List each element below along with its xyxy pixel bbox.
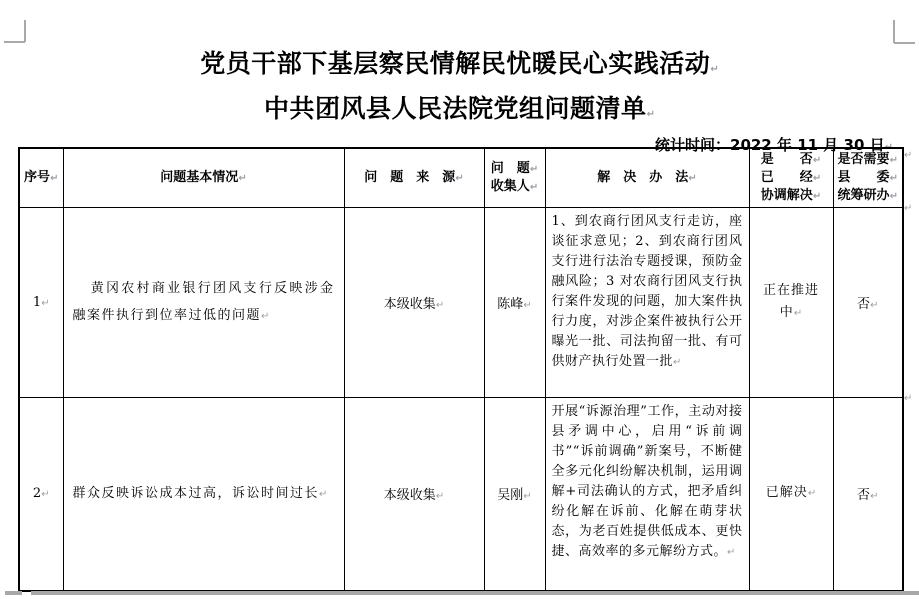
header-solution <box>545 148 749 208</box>
paragraph-mark: ↵ <box>646 109 655 120</box>
bottom-edge-bar <box>31 591 919 595</box>
cell-solution: 开展“诉源治理”工作，主动对接县矛调中心，启用“诉前调书”“诉前调确”新案号，不断健全多元化纠纷解决机制，运用调解+司法确认的方式，把矛盾纠纷化解在诉前、化解在萌芽状态，为老百姓提供低成本、更快捷、高效率的多元解纷方式。↵ <box>545 398 749 591</box>
paragraph-mark: ↵ <box>523 491 532 503</box>
paragraph-mark: ↵ <box>455 173 464 184</box>
margin-crop-mark-topleft-vertical <box>24 20 26 42</box>
header-problem-source <box>344 148 484 208</box>
paragraph-mark: ↵ <box>319 488 328 500</box>
margin-crop-mark-topleft-horizontal <box>4 41 25 43</box>
header-need-line-3: 统筹研办↵ <box>837 188 898 203</box>
header-resolved-line-3: 协调解决↵ <box>760 188 822 203</box>
title-text-1: 党员干部下基层察民情解民忧暖民心实践活动 <box>200 49 711 78</box>
paragraph-mark: ↵ <box>807 488 817 500</box>
paragraph-mark: ↵ <box>889 173 898 184</box>
paragraph-mark: ↵ <box>812 173 822 184</box>
end-of-row-mark: ↵ <box>904 150 913 161</box>
paragraph-mark: ↵ <box>727 547 736 558</box>
paragraph-mark: ↵ <box>688 173 697 184</box>
header-problem-situation <box>63 148 344 208</box>
cell-problem-situation: 群众反映诉讼成本过高，诉讼时间过长↵ <box>63 398 344 591</box>
paragraph-mark: ↵ <box>50 173 59 184</box>
paragraph-mark: ↵ <box>435 300 445 311</box>
header-need-line-1: 是否需要↵ <box>837 152 898 167</box>
header-resolved-line-1: 是 否↵ <box>760 152 822 167</box>
document-title-line-1 <box>0 44 919 89</box>
cell-need-county: 否↵ <box>833 208 903 398</box>
header-resolved <box>749 148 833 208</box>
paragraph-mark: ↵ <box>812 155 822 166</box>
paragraph-mark: ↵ <box>435 491 445 503</box>
cell-problem-collector: 吴刚↵ <box>484 398 545 591</box>
cell-problem-source: 本级收集↵ <box>344 208 484 398</box>
header-seq <box>19 148 63 208</box>
paragraph-mark: ↵ <box>884 142 893 153</box>
header-need-line-2: 县 委↵ <box>837 170 898 185</box>
cell-need-county: 否↵ <box>833 398 903 591</box>
paragraph-mark: ↵ <box>41 298 50 309</box>
document-title-line-2 <box>0 89 919 134</box>
cell-resolved-status: 正在推进中↵ <box>749 208 833 398</box>
cell-resolved-status: 已解决↵ <box>749 398 833 591</box>
end-of-row-mark: ↵ <box>904 393 913 404</box>
paragraph-mark: ↵ <box>710 64 719 75</box>
table-row <box>19 208 903 398</box>
paragraph-mark: ↵ <box>41 489 50 501</box>
cell-problem-collector: 陈峰↵ <box>484 208 545 398</box>
problem-list-table <box>18 147 904 592</box>
table-header-row <box>19 148 903 208</box>
statistics-date-text: 统计时间：2022 年 11 月 30 日 <box>655 136 885 154</box>
header-collector-line-2: 收集人↵ <box>490 179 539 194</box>
cell-problem-source: 本级收集↵ <box>344 398 484 591</box>
paragraph-mark: ↵ <box>673 357 682 368</box>
paragraph-mark: ↵ <box>529 182 539 193</box>
paragraph-mark: ↵ <box>238 173 247 184</box>
paragraph-mark: ↵ <box>793 308 803 319</box>
cell-seq: 1↵ <box>19 208 63 398</box>
header-resolved-line-2: 已 经↵ <box>760 170 822 185</box>
paragraph-mark: ↵ <box>812 191 822 202</box>
paragraph-mark: ↵ <box>889 191 898 202</box>
paragraph-mark: ↵ <box>870 491 879 503</box>
paragraph-mark: ↵ <box>523 300 532 311</box>
header-source-label: 问 题 来 源 <box>364 170 456 185</box>
cell-problem-situation: 黄冈农村商业银行团风支行反映涉金融案件执行到位率过低的问题↵ <box>63 208 344 398</box>
bottom-edge-bar-left <box>5 591 22 595</box>
cell-seq: 2↵ <box>19 398 63 591</box>
header-collector-line-1: 问 题↵ <box>490 161 539 176</box>
header-solution-label: 解 决 办 法 <box>597 170 689 185</box>
paragraph-mark: ↵ <box>870 300 879 311</box>
paragraph-mark: ↵ <box>889 155 898 166</box>
header-problem-collector <box>484 148 545 208</box>
paragraph-mark: ↵ <box>529 164 539 175</box>
paragraph-mark: ↵ <box>261 311 270 322</box>
margin-crop-mark-topright-horizontal <box>894 42 915 44</box>
header-seq-label: 序号 <box>24 170 51 185</box>
table-row <box>19 398 903 591</box>
margin-crop-mark-topright-vertical <box>893 20 895 43</box>
header-need-county <box>833 148 903 208</box>
title-text-2: 中共团风县人民法院党组问题清单 <box>264 94 647 123</box>
document-header <box>0 0 919 158</box>
cell-solution: 1、到农商行团风支行走访，座谈征求意见；2、到农商行团风支行进行法治专题授课，预防金融风险；3 对农商行团风支行执行案件发现的问题，加大案件执行力度，对涉企案件被执行公开曝光一批、司法拘留一批、有可供财产执行处置一批↵ <box>545 208 749 398</box>
header-situation-label: 问题基本情况 <box>160 170 239 185</box>
end-of-row-mark: ↵ <box>904 203 913 214</box>
